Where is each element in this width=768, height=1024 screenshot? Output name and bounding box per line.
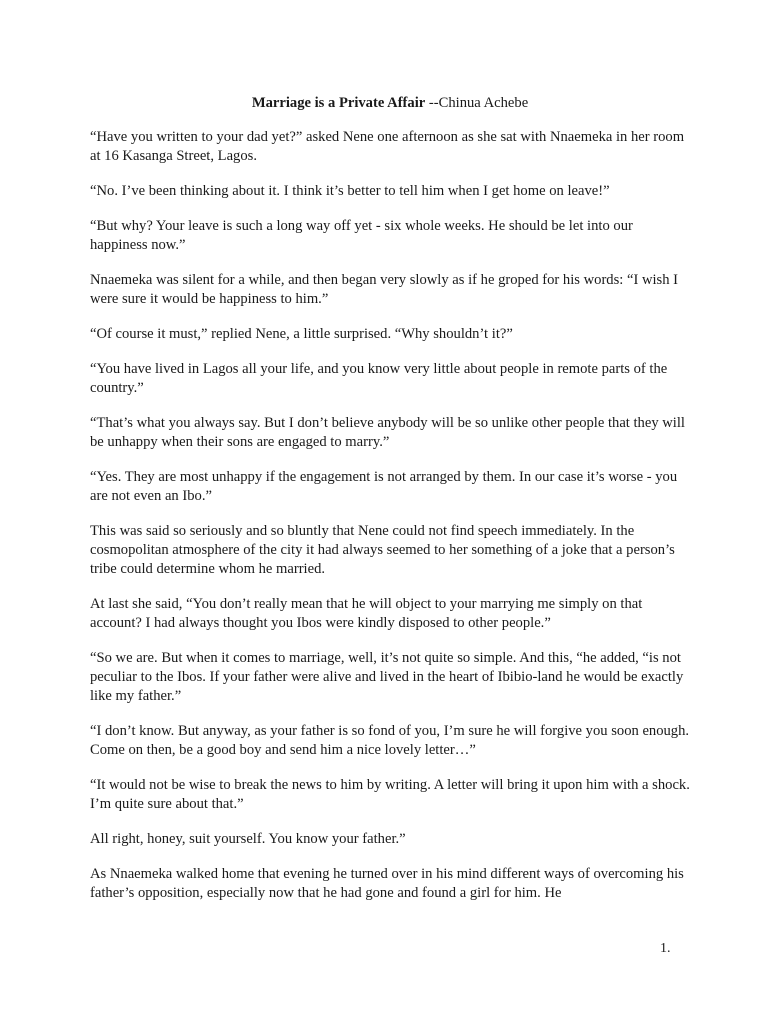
paragraph: All right, honey, suit yourself. You know your father.” (90, 831, 406, 847)
paragraph: At last she said, “You don’t really mean that he will object to your marrying me simply on that account? I had always thought you Ibos were kindly disposed to other people.” (90, 596, 643, 631)
title-text: Marriage is a Private Affair (251, 95, 426, 111)
paragraph: “Yes. They are most unhappy if the engagement is not arranged by them. In our case it’s worse - you are not even an Ibo.” (90, 469, 678, 504)
paragraph: Nnaemeka was silent for a while, and then began very slowly as if he groped for his words: “I wish I were sure it would be happiness to him.” (90, 272, 679, 307)
paragraph: “It would not be wise to break the news to him by writing. A letter will bring it upon him with a shock. I’m quite sure about that.” (90, 777, 690, 812)
paragraph: “No. I’ve been thinking about it. I think it’s better to tell him when I get home on leave!” (90, 183, 610, 199)
paragraph: “Of course it must,” replied Nene, a little surprised. “Why shouldn’t it?” (90, 326, 513, 342)
paragraph: “So we are. But when it comes to marriage, well, it’s not quite so simple. And this, “he added, “is not peculiar to the Ibos. If your father were alive and lived in the heart of Ibibio-land he would be exactly like my father.” (90, 650, 684, 704)
paragraph: This was said so seriously and so bluntly that Nene could not find speech immediately. In the cosmopolitan atmosphere of the city it had always seemed to her something of a joke that a person’s tribe could determine whom he married. (90, 523, 675, 577)
paragraph: “I don’t know. But anyway, as your father is so fond of you, I’m sure he will forgive you soon enough. Come on then, be a good boy and send him a nice lovely letter…” (90, 723, 690, 758)
paragraph: “That’s what you always say. But I don’t believe anybody will be so unlike other people that they will be unhappy when their sons are engaged to marry.” (90, 415, 685, 450)
paragraph: “But why? Your leave is such a long way off yet - six whole weeks. He should be let into our happiness now.” (90, 218, 633, 253)
document-title (90, 94, 690, 113)
document-body (90, 94, 690, 919)
page-number: 1. (660, 941, 671, 956)
paragraph: As Nnaemeka walked home that evening he turned over in his mind different ways of overcoming his father’s opposition, especially now that he had gone and found a girl for him. He (90, 866, 684, 901)
paragraph: “Have you written to your dad yet?” asked Nene one afternoon as she sat with Nnaemeka in her room at 16 Kasanga Street, Lagos. (90, 129, 685, 164)
paragraph: “You have lived in Lagos all your life, and you know very little about people in remote parts of the country.” (90, 361, 668, 396)
author-text: --Chinua Achebe (425, 95, 529, 111)
